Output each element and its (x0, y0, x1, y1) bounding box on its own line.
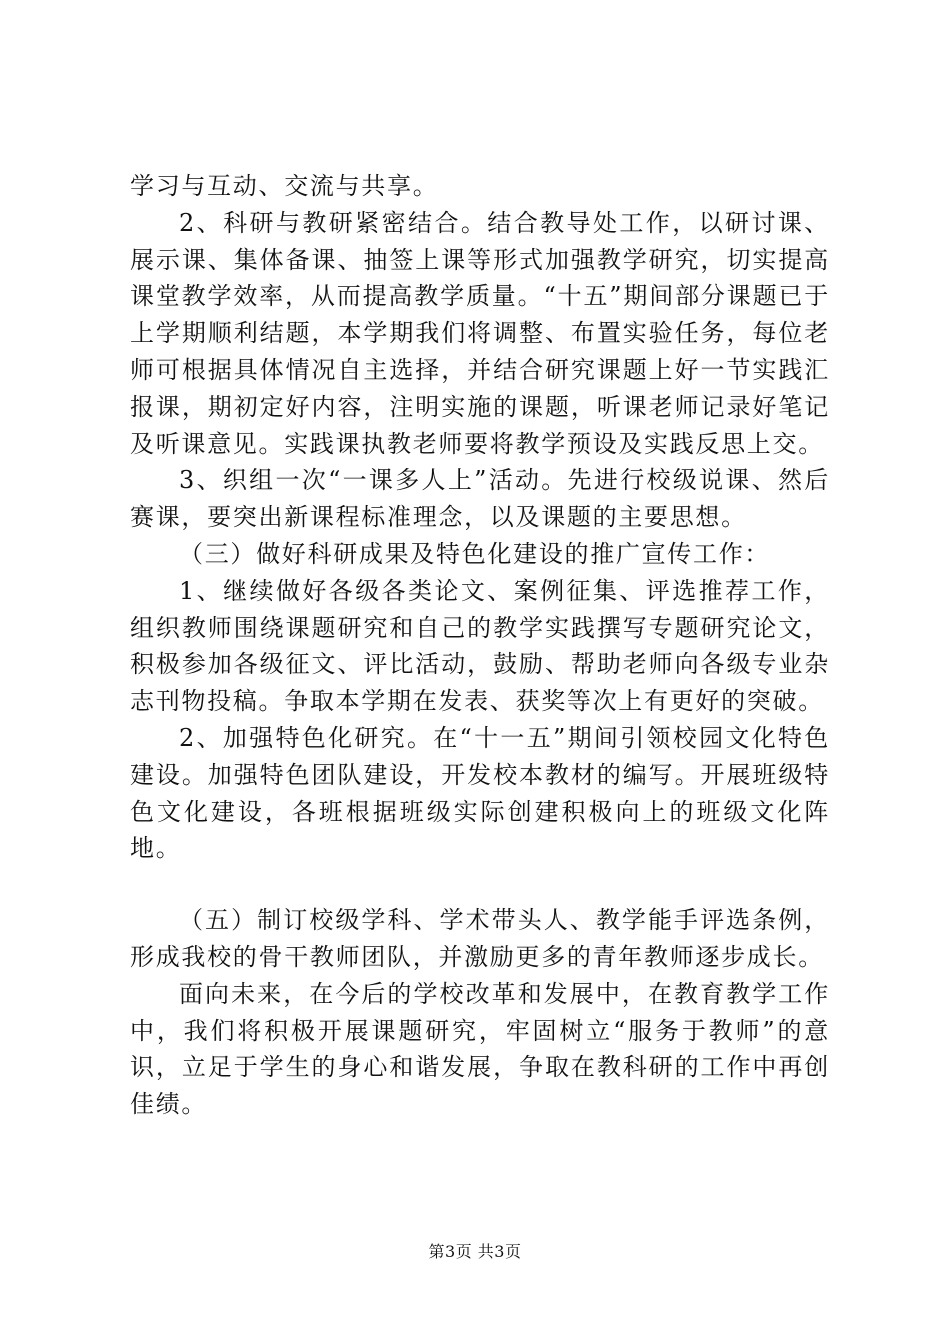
paragraph-spacer (130, 867, 830, 902)
paragraph-lesson-activity: 3、织组一次“一课多人上”活动。先进行校级说课、然后赛课，要突出新课程标准理念，以及课题的主要思想。 (130, 466, 830, 532)
paragraph-characteristic-research: 2、加强特色化研究。在“十一五”期间引领校园文化特色建设。加强特色团队建设，开发校本教材的编写。开展班级特色文化建设，各班根据班级实际创建积极向上的班级文化阵地。 (130, 723, 830, 863)
section-heading-promotion: （三）做好科研成果及特色化建设的推广宣传工作： (179, 539, 771, 568)
page-number-footer: 第3页 共3页 (428, 1242, 522, 1261)
paragraph-papers-collection: 1、继续做好各级各类论文、案例征集、评选推荐工作，组织教师围绕课题研究和自己的教学实践撰写专题研究论文，积极参加各级征文、评比活动，鼓励、帮助老师向各级专业杂志刊物投稿。争取本学期在发表、获奖等次上有更好的突破。 (130, 576, 830, 716)
document-body (130, 168, 830, 1123)
paragraph-continuation: 学习与互动、交流与共享。 (130, 172, 439, 200)
paragraph-conclusion: 面向未来，在今后的学校改革和发展中，在教育教学工作中，我们将积极开展课题研究，牢固树立“服务于教师”的意识，立足于学生的身心和谐发展，争取在教科研的工作中再创佳绩。 (130, 979, 830, 1119)
paragraph-research-integration: 2、科研与教研紧密结合。结合教导处工作，以研讨课、展示课、集体备课、抽签上课等形式加强教学研究，切实提高课堂教学效率，从而提高教学质量。“十五”期间部分课题已于上学期顺利结题，本学期我们将调整、布置实验任务，每位老师可根据具体情况自主选择，并结合研究课题上好一节实践汇报课，期初定好内容，注明实施的课题，听课老师记录好笔记及听课意见。实践课执教老师要将教学预设及实践反思上交。 (130, 208, 830, 458)
paragraph-teacher-selection: （五）制订校级学科、学术带头人、教学能手评选条例，形成我校的骨干教师团队，并激励更多的青年教师逐步成长。 (130, 906, 830, 971)
